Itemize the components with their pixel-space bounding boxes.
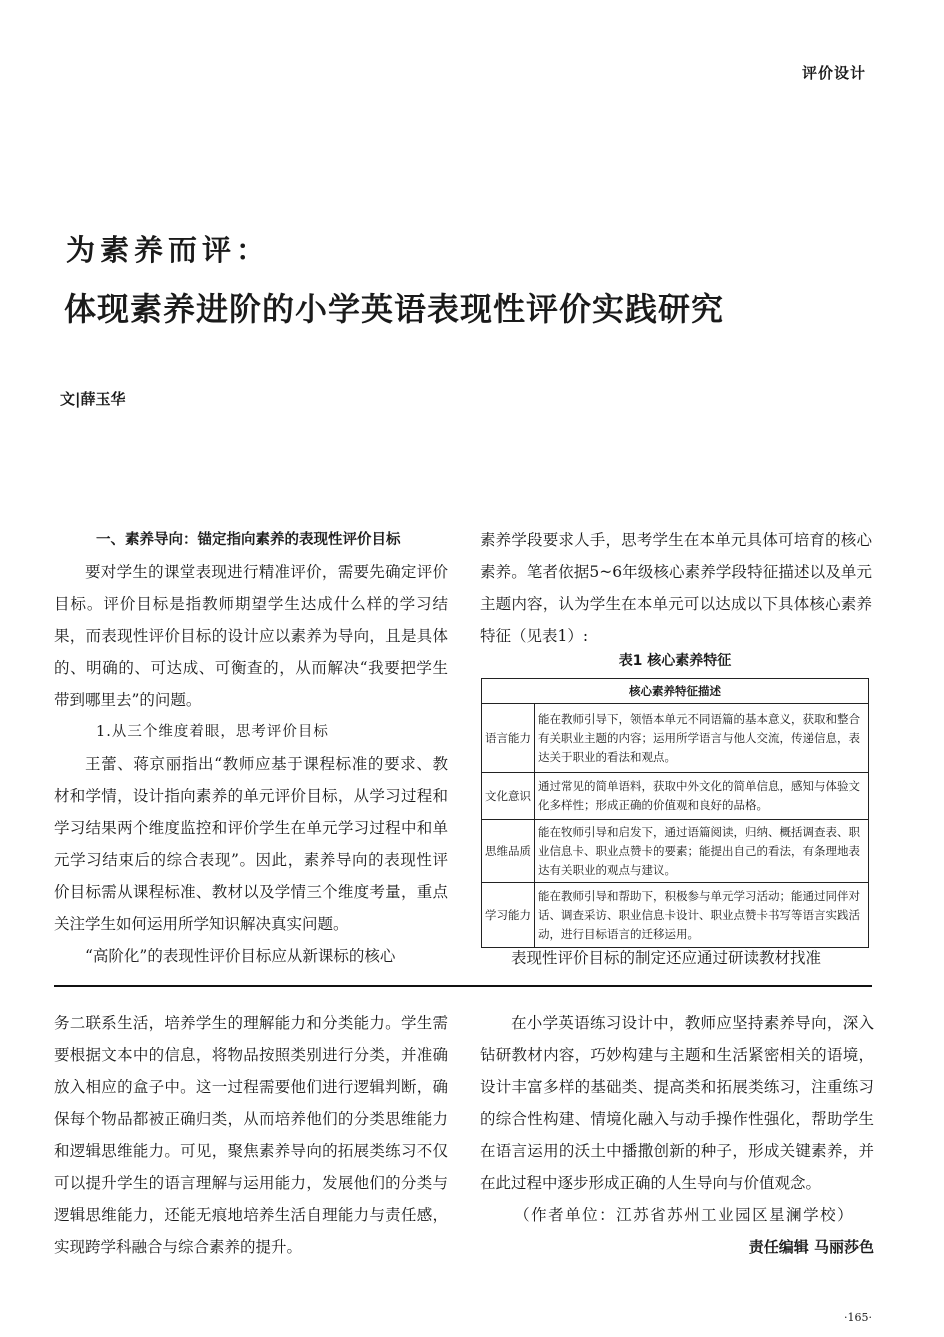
right-column-continuation [480,942,872,974]
table-header: 核心素养特征描述 [482,679,869,704]
table-dimension-cell: 思维品质 [482,820,535,883]
right-column-bottom [480,1007,874,1263]
table-row [482,704,869,773]
paragraph: 素养学段要求人手，思考学生在本单元具体可培育的核心素养。笔者依据5~6年级核心素养学段特征描述以及单元主题内容，认为学生在本单元可以达成以下具体核心素养特征（见表1）: [480,531,872,645]
left-column-top [54,524,448,972]
responsible-editor: 责任编辑 马丽莎色 [748,1238,874,1256]
byline: 文|薛玉华 [60,390,126,408]
table-description-cell: 能在牧师引导和启发下，通过语篇阅读，归纳、概括调查表、职业信息卡、职业点赞卡的要素；能提出自己的看法，有条理地表达有关职业的观点与建议。 [535,820,869,883]
title-line-1: 为素养而评： [66,233,271,267]
table-row [482,883,869,948]
subsection-heading-1: 1.从三个维度着眼，思考评价目标 [96,724,329,740]
section-heading-1: 一、素养导向：锚定指向素养的表现性评价目标 [96,532,401,548]
left-column-bottom [54,1007,448,1263]
title-line-2: 体现素养进阶的小学英语表现性评价实践研究 [64,290,725,328]
author-affiliation: （作者单位：江苏省苏州工业园区星澜学校） [514,1206,855,1224]
table-caption: 表1 核心素养特征 [618,653,732,669]
paragraph: 务二联系生活，培养学生的理解能力和分类能力。学生需要根据文本中的信息，将物品按照类别进行分类，并准确放入相应的盒子中。这一过程需要他们进行逻辑判断，确保每个物品都被正确归类，从而培养他们的分类思维能力和逻辑思维能力。可见，聚焦素养导向的拓展类练习不仅可以提升学生的语言理解与运用能力，发展他们的分类与逻辑思维能力，还能无痕地培养生活自理能力与责任感，实现跨学科融合与综合素养的提升。 [54,1014,448,1256]
table-dimension-cell: 文化意识 [482,773,535,820]
paragraph: 要对学生的课堂表现进行精准评价，需要先确定评价目标。评价目标是指教师期望学生达成什么样的学习结果，而表现性评价目标的设计应以素养为导向，且是具体的、明确的、可达成、可衡查的，从而解决“我要把学生带到哪里去”的问题。 [54,563,448,709]
table-row [482,820,869,883]
table-description-cell: 通过常见的简单语料，获取中外文化的简单信息，感知与体验文化多样性；形成正确的价值观和良好的品格。 [535,773,869,820]
paragraph: 在小学英语练习设计中，教师应坚持素养导向，深入钻研教材内容，巧妙构建与主题和生活紧密相关的语境，设计丰富多样的基础类、提高类和拓展类练习，注重练习的综合性构建、情境化融入与动手操作性强化，帮助学生在语言运用的沃土中播撒创新的种子，形成关键素养，并在此过程中逐步形成正确的人生导向与价值观念。 [480,1014,874,1192]
paragraph: 表现性评价目标的制定还应通过研读教材找准 [511,949,822,967]
core-competency-table [481,678,869,948]
section-divider [54,985,872,987]
table-dimension-cell: 语言能力 [482,704,535,773]
section-tag: 评价设计 [801,64,866,82]
paragraph: “高阶化”的表现性评价目标应从新课标的核心 [85,947,396,965]
table-dimension-cell: 学习能力 [482,883,535,948]
paragraph: 王蕾、蒋京丽指出“教师应基于课程标准的要求、教材和学情，设计指向素养的单元评价目标，从学习过程和学习结果两个维度监控和评价学生在单元学习过程中和单元学习结束后的综合表现”。因此，素养导向的表现性评价目标需从课程标准、教材以及学情三个维度考量，重点关注学生如何运用所学知识解决真实问题。 [54,755,448,933]
table-description-cell: 能在教师引导下，领悟本单元不同语篇的基本意义，获取和整合有关职业主题的内容；运用所学语言与他人交流，传递信息，表达关于职业的看法和观点。 [535,704,869,773]
table-row [482,773,869,820]
right-column-top [480,524,872,652]
table-description-cell: 能在教师引导和帮助下，积极参与单元学习活动；能通过同伴对话、调查采访、职业信息卡设计、职业点赞卡书写等语言实践活动，进行目标语言的迁移运用。 [535,883,869,948]
page-number: ·165· [844,1311,872,1324]
